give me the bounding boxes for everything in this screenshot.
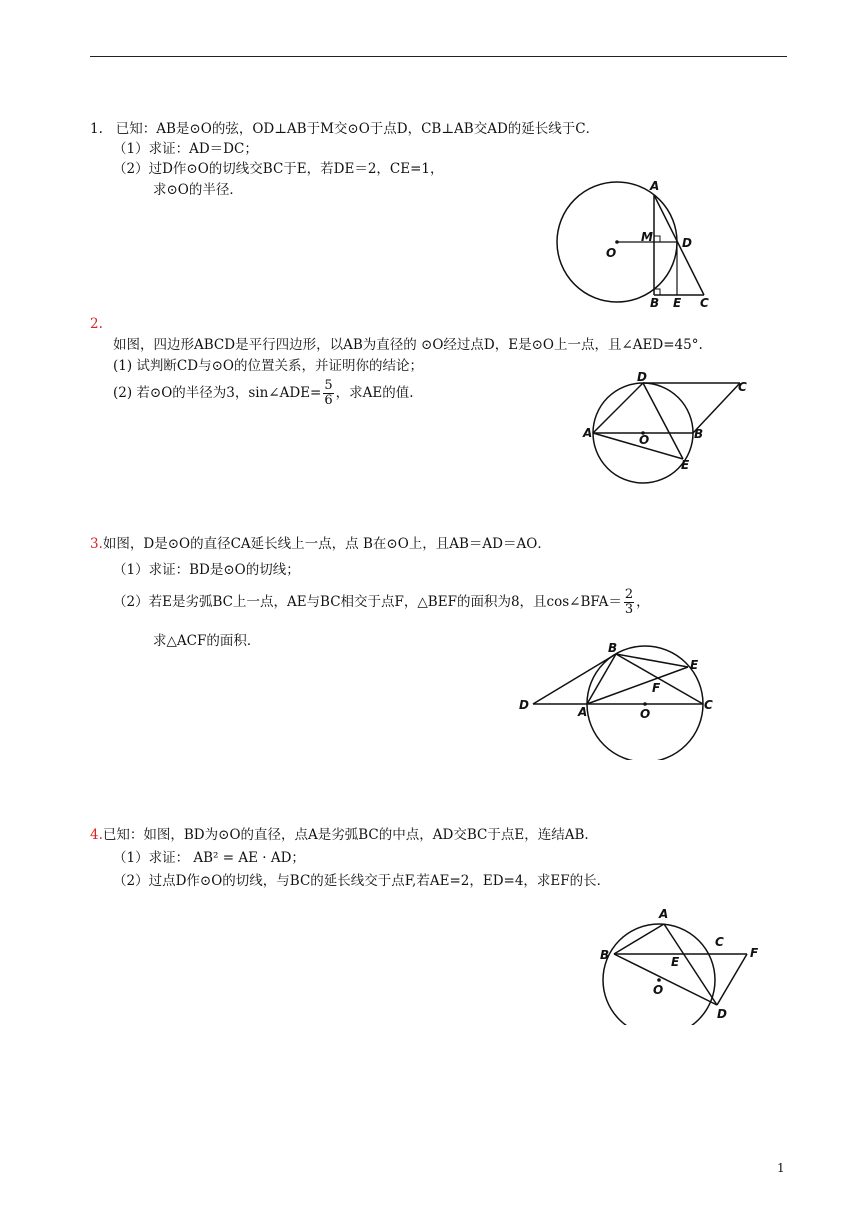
fig4-label-D: D [717,1007,727,1021]
fig3-label-C: C [704,698,713,712]
fig1-label-A: A [650,179,660,193]
fig3-label-O: O [640,707,651,721]
fig3-label-B: B [608,641,618,655]
fig1-label-M: M [641,230,653,244]
problem-1-part2-cont: 求⊙O的半径． [153,182,243,198]
problem-2-number: 2. [90,316,103,332]
fig4-label-C: C [715,935,724,949]
fig4-label-B: B [600,948,610,962]
fig4-label-O: O [653,983,664,997]
header-rule [90,56,787,57]
fig2-label-B: B [694,427,704,441]
fig3-label-F: F [652,681,661,695]
fig4-label-E: E [671,955,680,969]
problem-2-statement: 如图，四边形ABCD是平行四边形，以AB为直径的 ⊙O经过点D，E是⊙O上一点，且∠AED=45°. [113,337,703,353]
problem-1-part1: （1）求证：AD＝DC； [113,141,258,157]
problem-1-statement: 1. 已知：AB是⊙O的弦，OD⊥AB于M交⊙O于点D，CB⊥AB交AD的延长线于C． [90,121,600,137]
fig4-label-A: A [659,907,669,921]
fig3-label-D: D [519,698,529,712]
problem-4-part2: （2）过点D作⊙O的切线，与BC的延长线交于点F,若AE=2，ED=4，求EF的长． [113,873,611,889]
fig2-label-C: C [738,380,747,394]
figure-1 [552,175,722,310]
problem-2-part2: (2) 若⊙O的半径为3，sin∠ADE= $\frac{5}{6}$ ，求AE的值. [113,378,414,408]
fig2-label-D: D [637,370,647,384]
fraction-2-3: $\frac{2}{3}$ [624,587,634,617]
figure-2 [575,370,760,490]
fig1-label-O: O [606,246,617,260]
fig3-label-E: E [690,658,699,672]
fig1-label-C: C [700,296,709,310]
problem-3-part2-cont: 求△ACF的面积． [153,633,261,649]
problem-2-part1: (1) 试判断CD与⊙O的位置关系，并证明你的结论； [113,358,423,374]
fig1-label-E: E [673,296,682,310]
problem-3-part2: （2）若E是劣弧BC上一点，AE与BC相交于点F，△BEF的面积为8，且cos∠BFA＝ $\frac{2}{3}$ ， [113,587,650,617]
problem-3-part1: （1）求证：BD是⊙O的切线； [113,562,300,578]
problem-4-statement: 4.已知：如图，BD为⊙O的直径，点A是劣弧BC的中点，AD交BC于点E，连结AB. [90,827,589,843]
figure-4 [592,900,767,1025]
fig2-label-O: O [639,433,650,447]
problem-3-statement: 3.如图，D是⊙O的直径CA延长线上一点，点 B在⊙O上，且AB＝AD＝AO． [90,536,551,552]
fig1-label-D: D [682,236,692,250]
fig4-label-F: F [750,946,759,960]
problem-1-part2: （2）过D作⊙O的切线交BC于E，若DE＝2，CE=1， [113,161,444,177]
fig2-label-E: E [681,458,690,472]
fig3-label-A: A [578,705,588,719]
fig2-label-A: A [583,426,593,440]
fig1-label-B: B [650,296,660,310]
figure-3 [515,640,720,760]
problem-4-part1: （1）求证： AB² = AE · AD； [113,850,305,866]
fraction-5-6: $\frac{5}{6}$ [324,378,333,408]
page-number: 1 [777,1161,785,1175]
